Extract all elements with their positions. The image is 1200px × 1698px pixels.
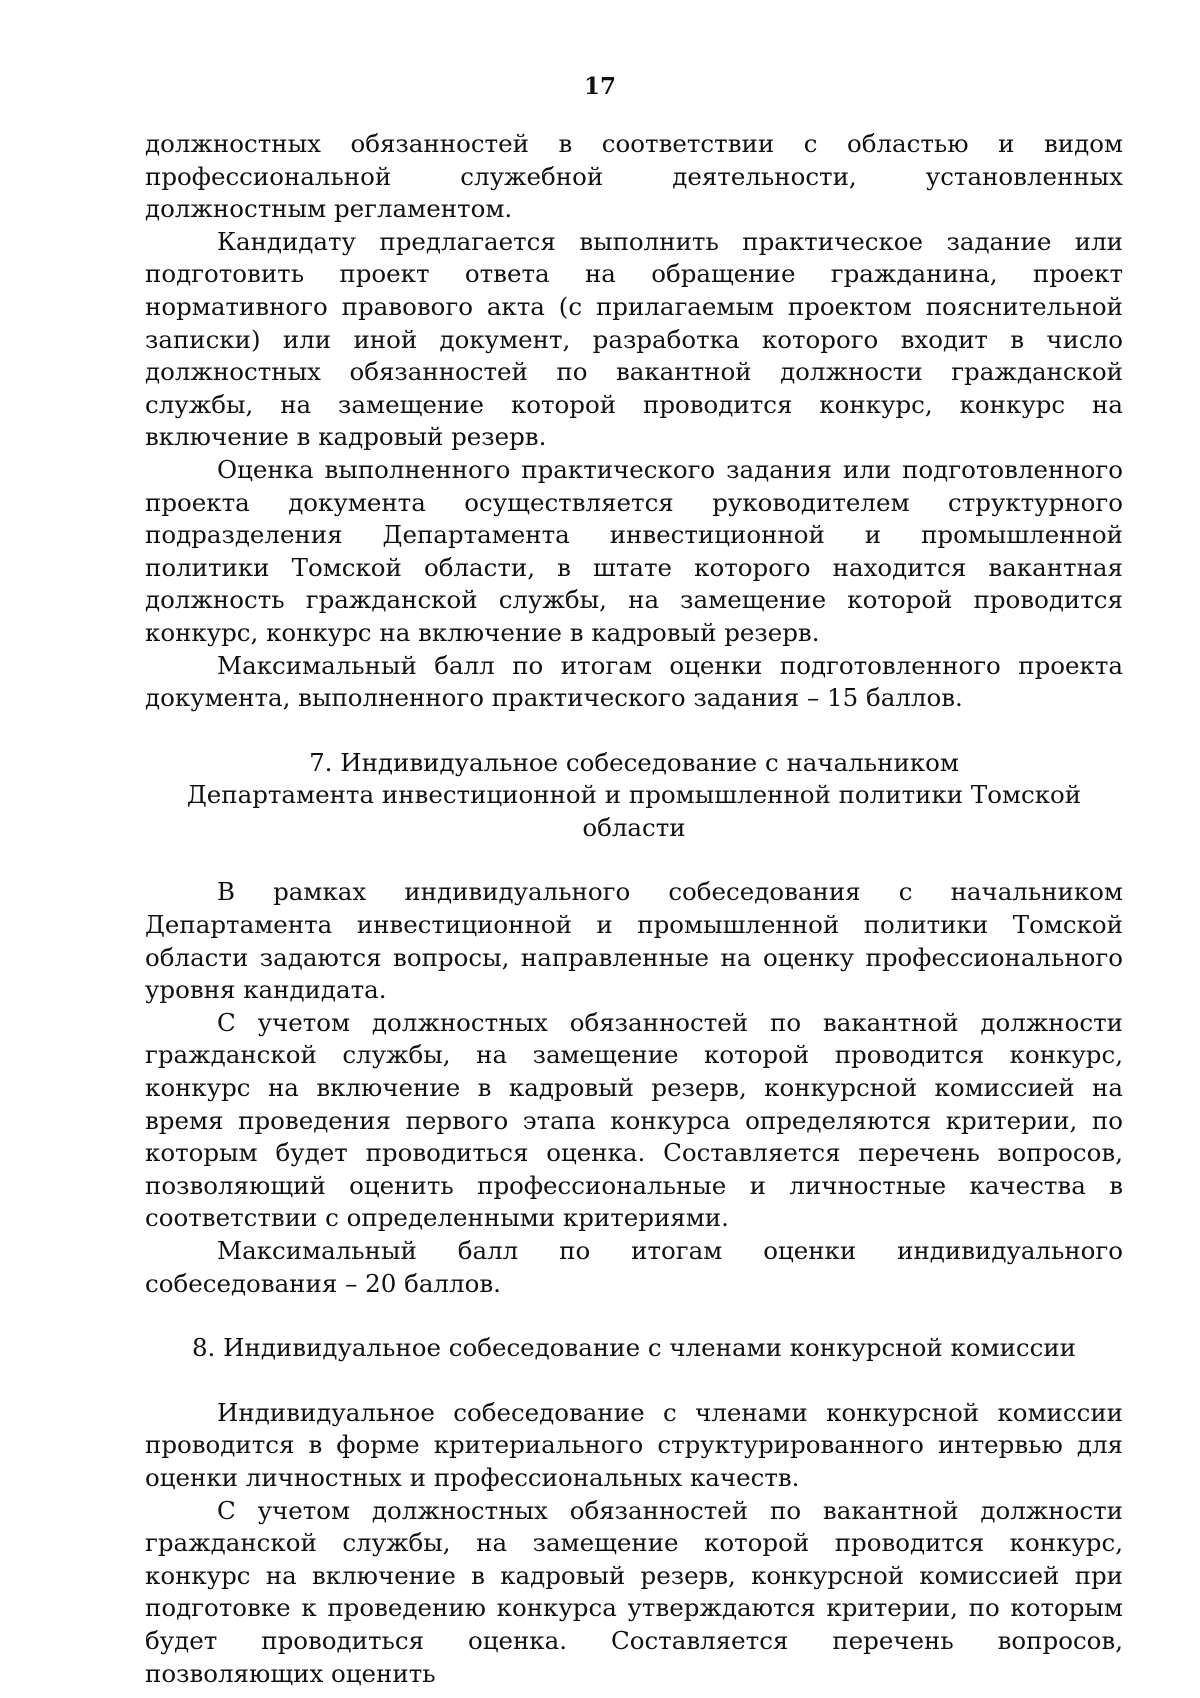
- continued-paragraph: должностных обязанностей в соответствии с областью и видом профессиональной служебной деятельности, установленных должностным регламентом.: [145, 129, 1123, 224]
- section7-heading-line1: 7. Индивидуальное собеседование с начальником: [309, 747, 959, 777]
- section7-paragraph: Максимальный балл по итогам оценки индивидуального собеседования – 20 баллов.: [145, 1236, 1123, 1298]
- spacer: [145, 1300, 1123, 1332]
- section8-heading: 8. Индивидуальное собеседование с членами конкурсной комиссии: [191, 1333, 1077, 1363]
- section7-heading-line2: Департамента инвестиционной и промышленной политики Томской области: [186, 780, 1082, 842]
- paragraph-max-score-task: Максимальный балл по итогам оценки подготовленного проекта документа, выполненного практического задания – 15 баллов.: [145, 650, 1123, 713]
- paragraph-practical-task: Кандидату предлагается выполнить практическое задание или подготовить проект ответа на обращение гражданина, проект нормативного правового акта (с прилагаемым проектом пояснительной записки) или иной документ, разработка которого входит в число должностных обязанностей по вакантной должности гражданской службы, на замещение которой проводится конкурс, конкурс на включение в кадровый резерв.: [145, 226, 1123, 452]
- section7-paragraph: С учетом должностных обязанностей по вакантной должности гражданской службы, на замещение которой проводится конкурс, конкурс на включение в кадровый резерв, конкурсной комиссией на время проведения первого этапа конкурса определяются критерии, по которым будет проводиться оценка. Составляется перечень вопросов, позволяющий оценить профессиональные и личностные качества в соответствии с определенными критериями.: [145, 1007, 1123, 1233]
- spacer: [145, 1365, 1123, 1397]
- page-number: 17: [583, 73, 616, 100]
- paragraph-task-evaluation: Оценка выполненного практического задания или подготовленного проекта документа осуществляется руководителем структурного подразделения Департамента инвестиционной и промышленной политики Томской области, в штате которого находится вакантная должность гражданской службы, на замещение которой проводится конкурс, конкурс на включение в кадровый резерв.: [145, 454, 1123, 647]
- section7-paragraph: В рамках индивидуального собеседования с начальником Департамента инвестиционной и промышленной политики Томской области задаются вопросы, направленные на оценку профессионального уровня кандидата.: [145, 877, 1123, 1005]
- page-content: [145, 128, 1123, 1690]
- spacer: [145, 715, 1123, 747]
- section8-paragraph: С учетом должностных обязанностей по вакантной должности гражданской службы, на замещение которой проводится конкурс, конкурс на включение в кадровый резерв, конкурсной комиссией при подготовке к проведению конкурса утверждаются критерии, по которым будет проводиться оценка. Составляется перечень вопросов, позволяющих оценить: [145, 1495, 1123, 1688]
- section8-paragraph: Индивидуальное собеседование с членами конкурсной комиссии проводится в форме критериального структурированного интервью для оценки личностных и профессиональных качеств.: [145, 1397, 1123, 1492]
- spacer: [145, 844, 1123, 876]
